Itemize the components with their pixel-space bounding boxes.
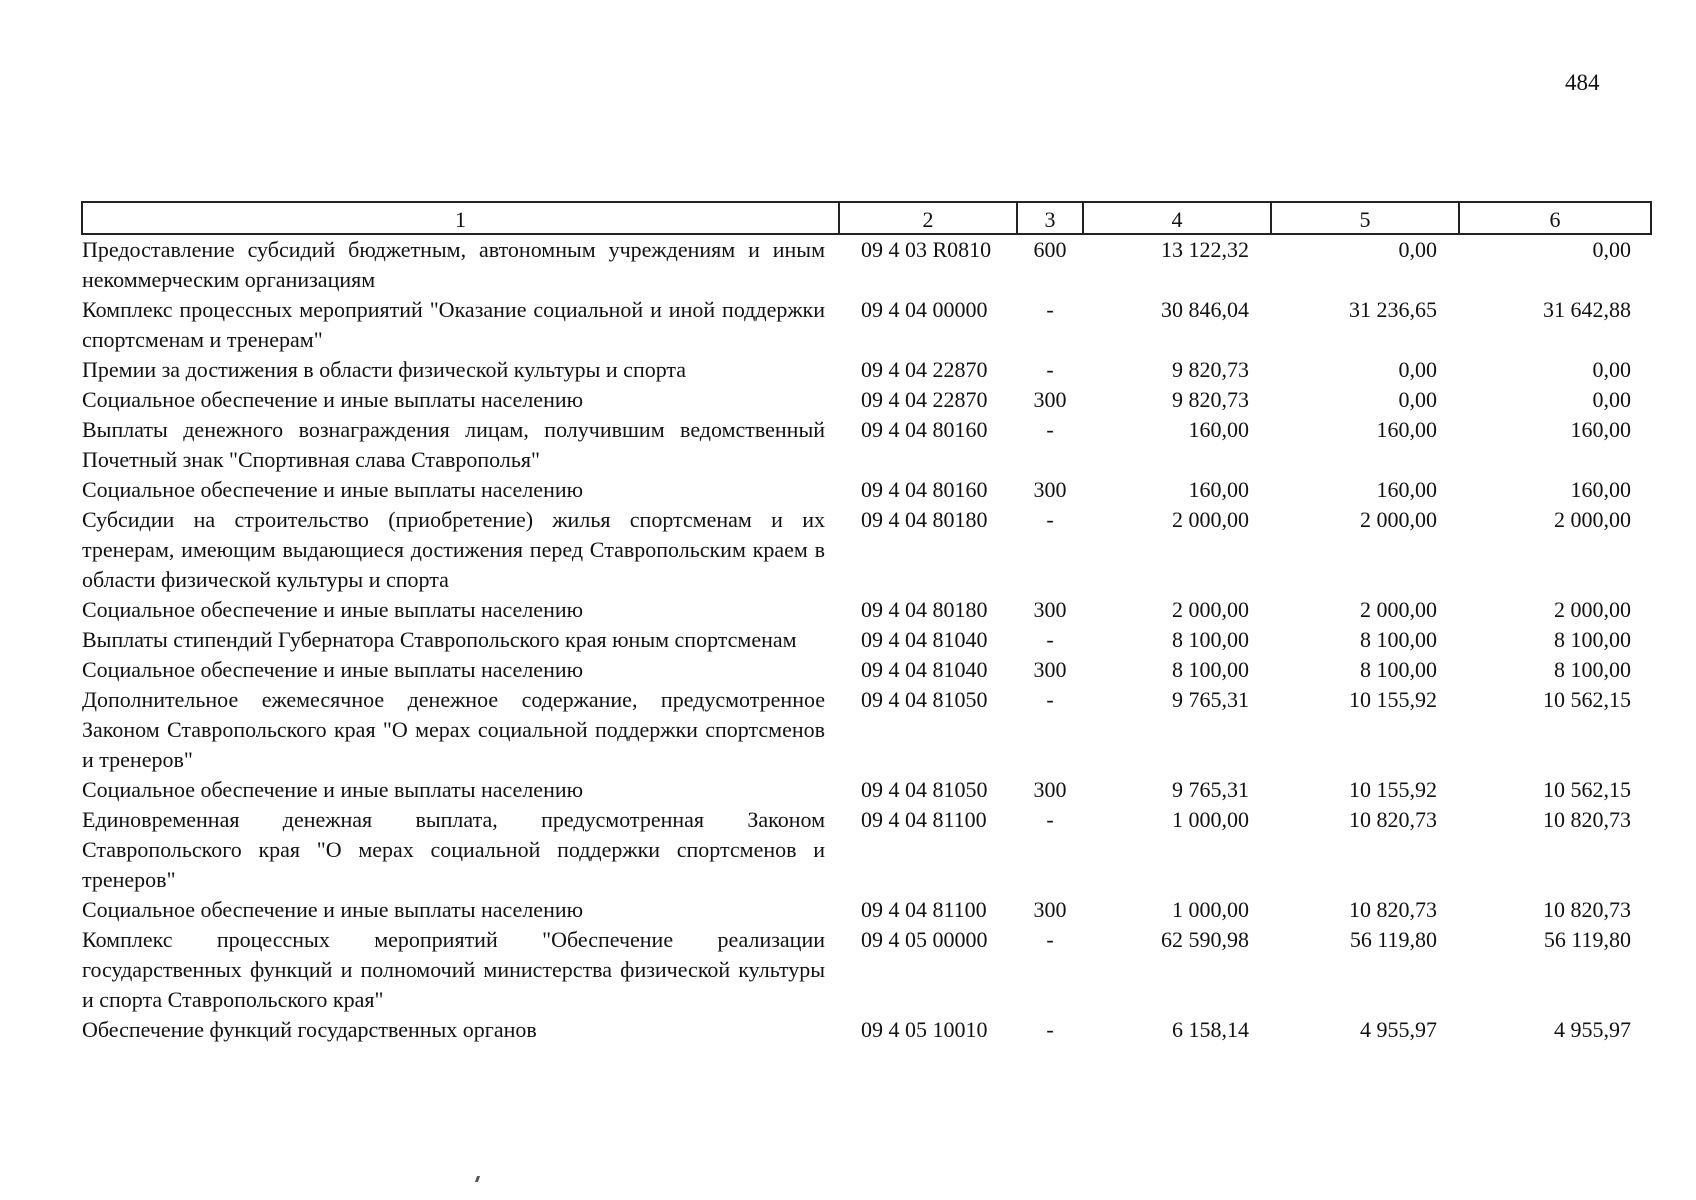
table-row — [82, 1015, 1651, 1045]
row-expense-type: - — [1046, 507, 1054, 532]
row-name: Социальное обеспечение и иные выплаты населению — [82, 657, 584, 682]
row-expense-type: - — [1046, 927, 1054, 952]
row-value-year-1: 9 765,31 — [1172, 687, 1249, 712]
row-code: 09 4 04 81100 — [861, 807, 987, 832]
row-code: 09 4 04 81040 — [861, 657, 988, 682]
row-code: 09 4 04 80160 — [861, 477, 988, 502]
row-value-year-1: 30 846,04 — [1161, 297, 1249, 322]
row-code: 09 4 04 81050 — [861, 687, 988, 712]
table-row — [82, 415, 1651, 475]
row-value-year-2: 160,00 — [1376, 417, 1437, 442]
table-row — [82, 625, 1651, 655]
table-row — [82, 805, 1651, 895]
row-value-year-3: 0,00 — [1592, 387, 1631, 412]
row-expense-type: - — [1046, 687, 1054, 712]
row-value-year-2: 10 155,92 — [1349, 687, 1437, 712]
row-value-year-2: 0,00 — [1398, 357, 1437, 382]
row-name: Выплаты стипендий Губернатора Ставропольского края юным спортсменам — [82, 627, 797, 652]
row-value-year-2: 2 000,00 — [1360, 507, 1437, 532]
row-value-year-1: 9 820,73 — [1172, 387, 1249, 412]
row-value-year-3: 0,00 — [1592, 237, 1631, 262]
row-value-year-2: 10 820,73 — [1349, 807, 1437, 832]
row-name: Комплекс процессных мероприятий "Обеспечение реализации государственных функций и полномочий министерства физической культуры и спорта Ставропольского края" — [82, 927, 825, 1012]
row-code: 09 4 04 80180 — [861, 597, 988, 622]
row-expense-type: 300 — [1033, 777, 1067, 802]
row-value-year-2: 160,00 — [1376, 477, 1437, 502]
header-col-4: 4 — [1083, 202, 1271, 234]
row-expense-type: - — [1046, 417, 1054, 442]
row-code: 09 4 04 81100 — [861, 897, 987, 922]
row-value-year-3: 8 100,00 — [1554, 627, 1631, 652]
row-code: 09 4 05 00000 — [861, 927, 988, 952]
row-name: Социальное обеспечение и иные выплаты населению — [82, 387, 584, 412]
row-value-year-2: 4 955,97 — [1360, 1017, 1437, 1042]
table-body — [82, 234, 1651, 1045]
row-expense-type: 300 — [1033, 477, 1067, 502]
row-value-year-2: 10 155,92 — [1349, 777, 1437, 802]
row-value-year-2: 8 100,00 — [1360, 657, 1437, 682]
row-value-year-3: 160,00 — [1570, 417, 1631, 442]
row-expense-type: 300 — [1033, 387, 1067, 412]
row-value-year-1: 6 158,14 — [1172, 1017, 1249, 1042]
row-expense-type: - — [1046, 297, 1054, 322]
row-value-year-3: 10 820,73 — [1543, 897, 1631, 922]
row-expense-type: 600 — [1033, 237, 1067, 262]
row-name: Предоставление субсидий бюджетным, автономным учреждениям и иным некоммерческим организациям — [82, 237, 825, 292]
row-code: 09 4 04 22870 — [861, 357, 988, 382]
row-name: Обеспечение функций государственных органов — [82, 1017, 537, 1042]
row-name: Социальное обеспечение и иные выплаты населению — [82, 777, 584, 802]
row-name: Премии за достижения в области физической культуры и спорта — [82, 357, 687, 382]
row-value-year-2: 31 236,65 — [1349, 297, 1437, 322]
row-name: Социальное обеспечение и иные выплаты населению — [82, 897, 584, 922]
row-name: Субсидии на строительство (приобретение) жилья спортсменам и их тренерам, имеющим выдающиеся достижения перед Ставропольским краем в области физической культуры и спорта — [82, 507, 825, 592]
row-value-year-1: 160,00 — [1188, 417, 1249, 442]
row-expense-type: - — [1046, 627, 1054, 652]
row-code: 09 4 04 81040 — [861, 627, 988, 652]
row-value-year-1: 160,00 — [1188, 477, 1249, 502]
row-code: 09 4 03 R0810 — [861, 237, 992, 262]
row-expense-type: - — [1046, 807, 1054, 832]
row-expense-type: 300 — [1033, 597, 1067, 622]
row-expense-type: 300 — [1033, 897, 1067, 922]
row-value-year-3: 10 562,15 — [1543, 687, 1631, 712]
table-row — [82, 295, 1651, 355]
row-value-year-1: 1 000,00 — [1172, 807, 1249, 832]
row-code: 09 4 04 80180 — [861, 507, 988, 532]
row-name: Социальное обеспечение и иные выплаты населению — [82, 597, 584, 622]
table-row — [82, 925, 1651, 1015]
row-expense-type: - — [1046, 357, 1054, 382]
row-code: 09 4 05 10010 — [861, 1017, 988, 1042]
table-row — [82, 355, 1651, 385]
header-col-2: 2 — [839, 202, 1017, 234]
row-expense-type: - — [1046, 1017, 1054, 1042]
row-code: 09 4 04 80160 — [861, 417, 988, 442]
header-col-1: 1 — [82, 202, 839, 234]
row-code: 09 4 04 00000 — [861, 297, 988, 322]
row-value-year-1: 2 000,00 — [1172, 507, 1249, 532]
header-col-3: 3 — [1017, 202, 1083, 234]
row-code: 09 4 04 81050 — [861, 777, 988, 802]
table-row — [82, 685, 1651, 775]
row-value-year-2: 2 000,00 — [1360, 597, 1437, 622]
row-value-year-3: 10 820,73 — [1543, 807, 1631, 832]
row-value-year-1: 1 000,00 — [1172, 897, 1249, 922]
row-value-year-1: 2 000,00 — [1172, 597, 1249, 622]
header-col-5: 5 — [1271, 202, 1459, 234]
page-number: 484 — [1565, 70, 1600, 95]
table-row — [82, 475, 1651, 505]
table-row — [82, 234, 1651, 295]
header-row — [82, 202, 1651, 234]
table-row — [82, 505, 1651, 595]
row-name: Выплаты денежного вознаграждения лицам, получившим ведомственный Почетный знак "Спортивная слава Ставрополья" — [82, 417, 825, 472]
row-value-year-3: 4 955,97 — [1554, 1017, 1631, 1042]
row-value-year-3: 2 000,00 — [1554, 507, 1631, 532]
row-value-year-3: 2 000,00 — [1554, 597, 1631, 622]
budget-table — [81, 201, 1652, 1045]
budget-table-container — [81, 201, 1650, 1045]
row-value-year-1: 8 100,00 — [1172, 657, 1249, 682]
table-row — [82, 385, 1651, 415]
header-col-6: 6 — [1459, 202, 1651, 234]
table-header — [82, 202, 1651, 234]
table-row — [82, 775, 1651, 805]
row-expense-type: 300 — [1033, 657, 1067, 682]
row-value-year-2: 0,00 — [1398, 387, 1437, 412]
row-name: Единовременная денежная выплата, предусмотренная Законом Ставропольского края "О мерах социальной поддержки спортсменов и тренеров" — [82, 807, 825, 892]
table-row — [82, 895, 1651, 925]
row-value-year-2: 0,00 — [1398, 237, 1437, 262]
row-value-year-1: 13 122,32 — [1161, 237, 1249, 262]
row-value-year-3: 10 562,15 — [1543, 777, 1631, 802]
row-name: Комплекс процессных мероприятий "Оказание социальной и иной поддержки спортсменам и тренерам" — [82, 297, 825, 352]
row-value-year-3: 160,00 — [1570, 477, 1631, 502]
row-code: 09 4 04 22870 — [861, 387, 988, 412]
row-value-year-1: 9 765,31 — [1172, 777, 1249, 802]
row-value-year-3: 0,00 — [1592, 357, 1631, 382]
row-value-year-2: 56 119,80 — [1349, 927, 1437, 952]
row-value-year-3: 8 100,00 — [1554, 657, 1631, 682]
row-name: Дополнительное ежемесячное денежное содержание, предусмотренное Законом Ставропольского края "О мерах социальной поддержки спортсменов и тренеров" — [82, 687, 825, 772]
row-value-year-2: 10 820,73 — [1349, 897, 1437, 922]
row-value-year-1: 62 590,98 — [1161, 927, 1249, 952]
row-value-year-2: 8 100,00 — [1360, 627, 1437, 652]
row-name: Социальное обеспечение и иные выплаты населению — [82, 477, 584, 502]
table-row — [82, 595, 1651, 625]
table-row — [82, 655, 1651, 685]
scan-speck — [475, 1176, 480, 1182]
row-value-year-1: 9 820,73 — [1172, 357, 1249, 382]
row-value-year-1: 8 100,00 — [1172, 627, 1249, 652]
row-value-year-3: 31 642,88 — [1543, 297, 1631, 322]
row-value-year-3: 56 119,80 — [1543, 927, 1631, 952]
